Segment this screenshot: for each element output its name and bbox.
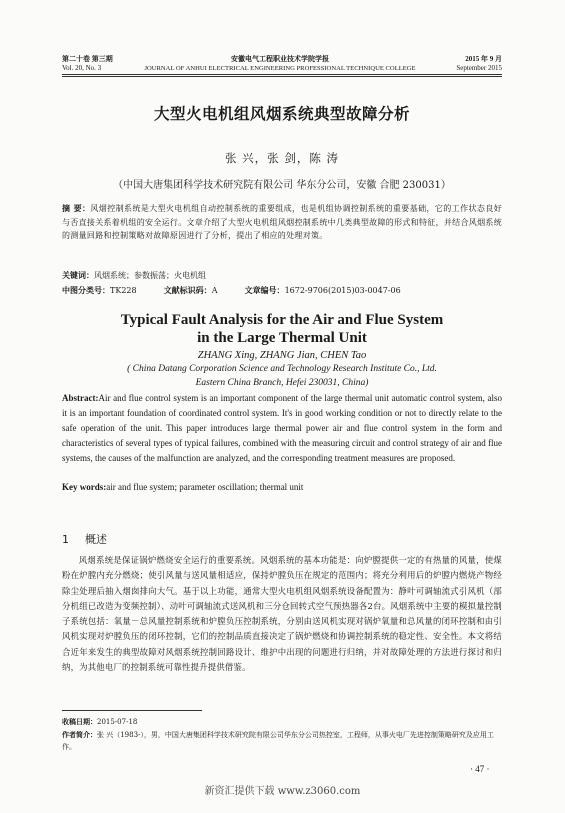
page-number: · 47 · [470,764,490,774]
keywords-en [62,480,502,494]
paper-title-en-line1: Typical Fault Analysis for the Air and Flue System [120,312,444,328]
header-journal-en: JOURNAL OF ANHUI ELECTRICAL ENGINEERING PROFESSIONAL TECHNIQUE COLLEGE [144,65,416,72]
download-watermark: 新资汇提供下载 www.z3060.com [204,786,361,797]
received-label: 收稿日期： [62,718,97,726]
doc-code-value: A [211,286,218,295]
footnote-received [62,716,502,728]
abstract-cn [62,202,502,243]
section-heading [62,531,107,547]
paper-title-en [62,311,502,347]
clc-value: TK228 [110,286,137,295]
header-volume-en: Vol. 20, No. 3 [62,64,102,72]
keywords-cn-text: 风烟系统；参数振荡；火电机组 [94,271,206,280]
authors-cn: 张 兴，张 剑，陈 涛 [225,151,339,165]
section-title: 概述 [85,533,107,546]
header-date-cn: 2015 年 9 月 [465,55,502,63]
header-volume-cn: 第二十卷 第三期 [62,55,113,63]
doc-code-label: 文献标识码： [163,286,212,295]
article-no-label: 文章编号： [244,286,285,295]
author-bio-text: 张 兴（1983-），男，中国大唐集团科学技术研究院有限公司华东分公司热控室，工程师，从事火电厂先进控制策略研究及应用工作。 [62,731,494,751]
abstract-en-label: Abstract: [62,393,99,403]
received-date: 2015-07-18 [97,718,138,726]
header-date [440,55,502,73]
clc-label: 中图分类号： [62,286,110,295]
abstract-cn-text: 风烟控制系统是大型火电机组自动控制系统的重要组成，也是机组协调控制系统的重要基础，它的工作状态良好与否直接关系着机组的安全运行。文章介绍了大型火电机组风烟控制系统中几类典型故障的形式和特征，并结合风烟系统的测量回路和控制策略对故障原因进行了分析，提出了相应的处理对策。 [62,204,502,241]
header-journal [120,55,440,73]
keywords-en-text: air and flue system; parameter oscillation; thermal unit [106,482,304,492]
classification-line [62,285,502,297]
affiliation-cn: （中国大唐集团科学技术研究院有限公司 华东分公司，安徽 合肥 230031） [113,180,451,191]
affiliation-en-line1: ( China Datang Corporation Science and Technology Research Institute Co., Ltd. [127,364,437,374]
article-no-value: 1672-9706(2015)03-0047-06 [284,286,401,295]
authors-en: ZHANG Xing, ZHANG Jian, CHEN Tao [197,350,367,361]
affiliation-en [62,362,502,390]
keywords-cn-label: 关键词： [62,271,94,280]
header-rule [62,74,502,75]
keywords-cn [62,270,502,282]
header-rule-thin [62,76,502,77]
abstract-cn-label: 摘 要： [62,204,91,213]
footnote-author [62,729,502,753]
abstract-en-text: Air and flue control system is an important component of the large thermal unit automatic control system, also it is an important foundation of coordinated control system. It's in good working condition or not to directly relate to the safe operation of the unit. This paper introduces large thermal power air and flue control system in the form and characteristics of several types of typical failures, combined with the measuring circuit and control strategy of air and flue systems, the causes of the malfunction are analyzed, and the corresponding treatment measures are proposed. [62,393,502,463]
author-bio-label: 作者简介： [62,731,97,739]
footnote-rule [62,710,202,711]
paper-title-cn: 大型火电机组风烟系统典型故障分析 [153,105,410,123]
header-journal-cn: 安徽电气工程职业技术学院学报 [231,55,329,63]
section-paragraph: 风烟系统是保证锅炉燃烧安全运行的重要系统。风烟系统的基本功能是：向炉膛提供一定的有热量的风量，使煤粉在炉膛内充分燃烧；使引风量与送风量相适应，保持炉膛负压在规定的范围内；将充分利用后的炉膛内燃烧产物经除尘处理后抽入烟囱排向大气。基于以上功能，通常大型火电机组风烟系统设备配置为：静叶可调轴流式引风机（部分机组已改造为变频控制）、动叶可调轴流式送风机和三分仓回转式空气预热器各2台。风烟系统中主要的模拟量控制子系统包括：氧量－总风量控制系统和炉膛负压控制系统，分别由送风机实现对锅炉氧量和总风量的闭环控制和由引风机实现对炉膛负压的闭环控制，它们的控制品质直接决定了锅炉燃烧和协调控制系统的稳定性、安全性。本文将结合近年来发生的典型故障对风烟系统控制回路设计、维护中出现的问题进行归纳，并对故障处理的方法进行探讨和归纳，为其他电厂的控制系统可靠性提升提供借鉴。 [62,555,502,673]
section-number: 1 [62,533,69,546]
paper-title-en-line2: in the Large Thermal Unit [197,330,367,346]
keywords-en-label: Key words: [62,482,107,492]
affiliation-en-line2: Eastern China Branch, Hefei 230031, China) [195,378,369,388]
header-date-en: September 2015 [456,64,502,72]
abstract-en [62,391,502,466]
